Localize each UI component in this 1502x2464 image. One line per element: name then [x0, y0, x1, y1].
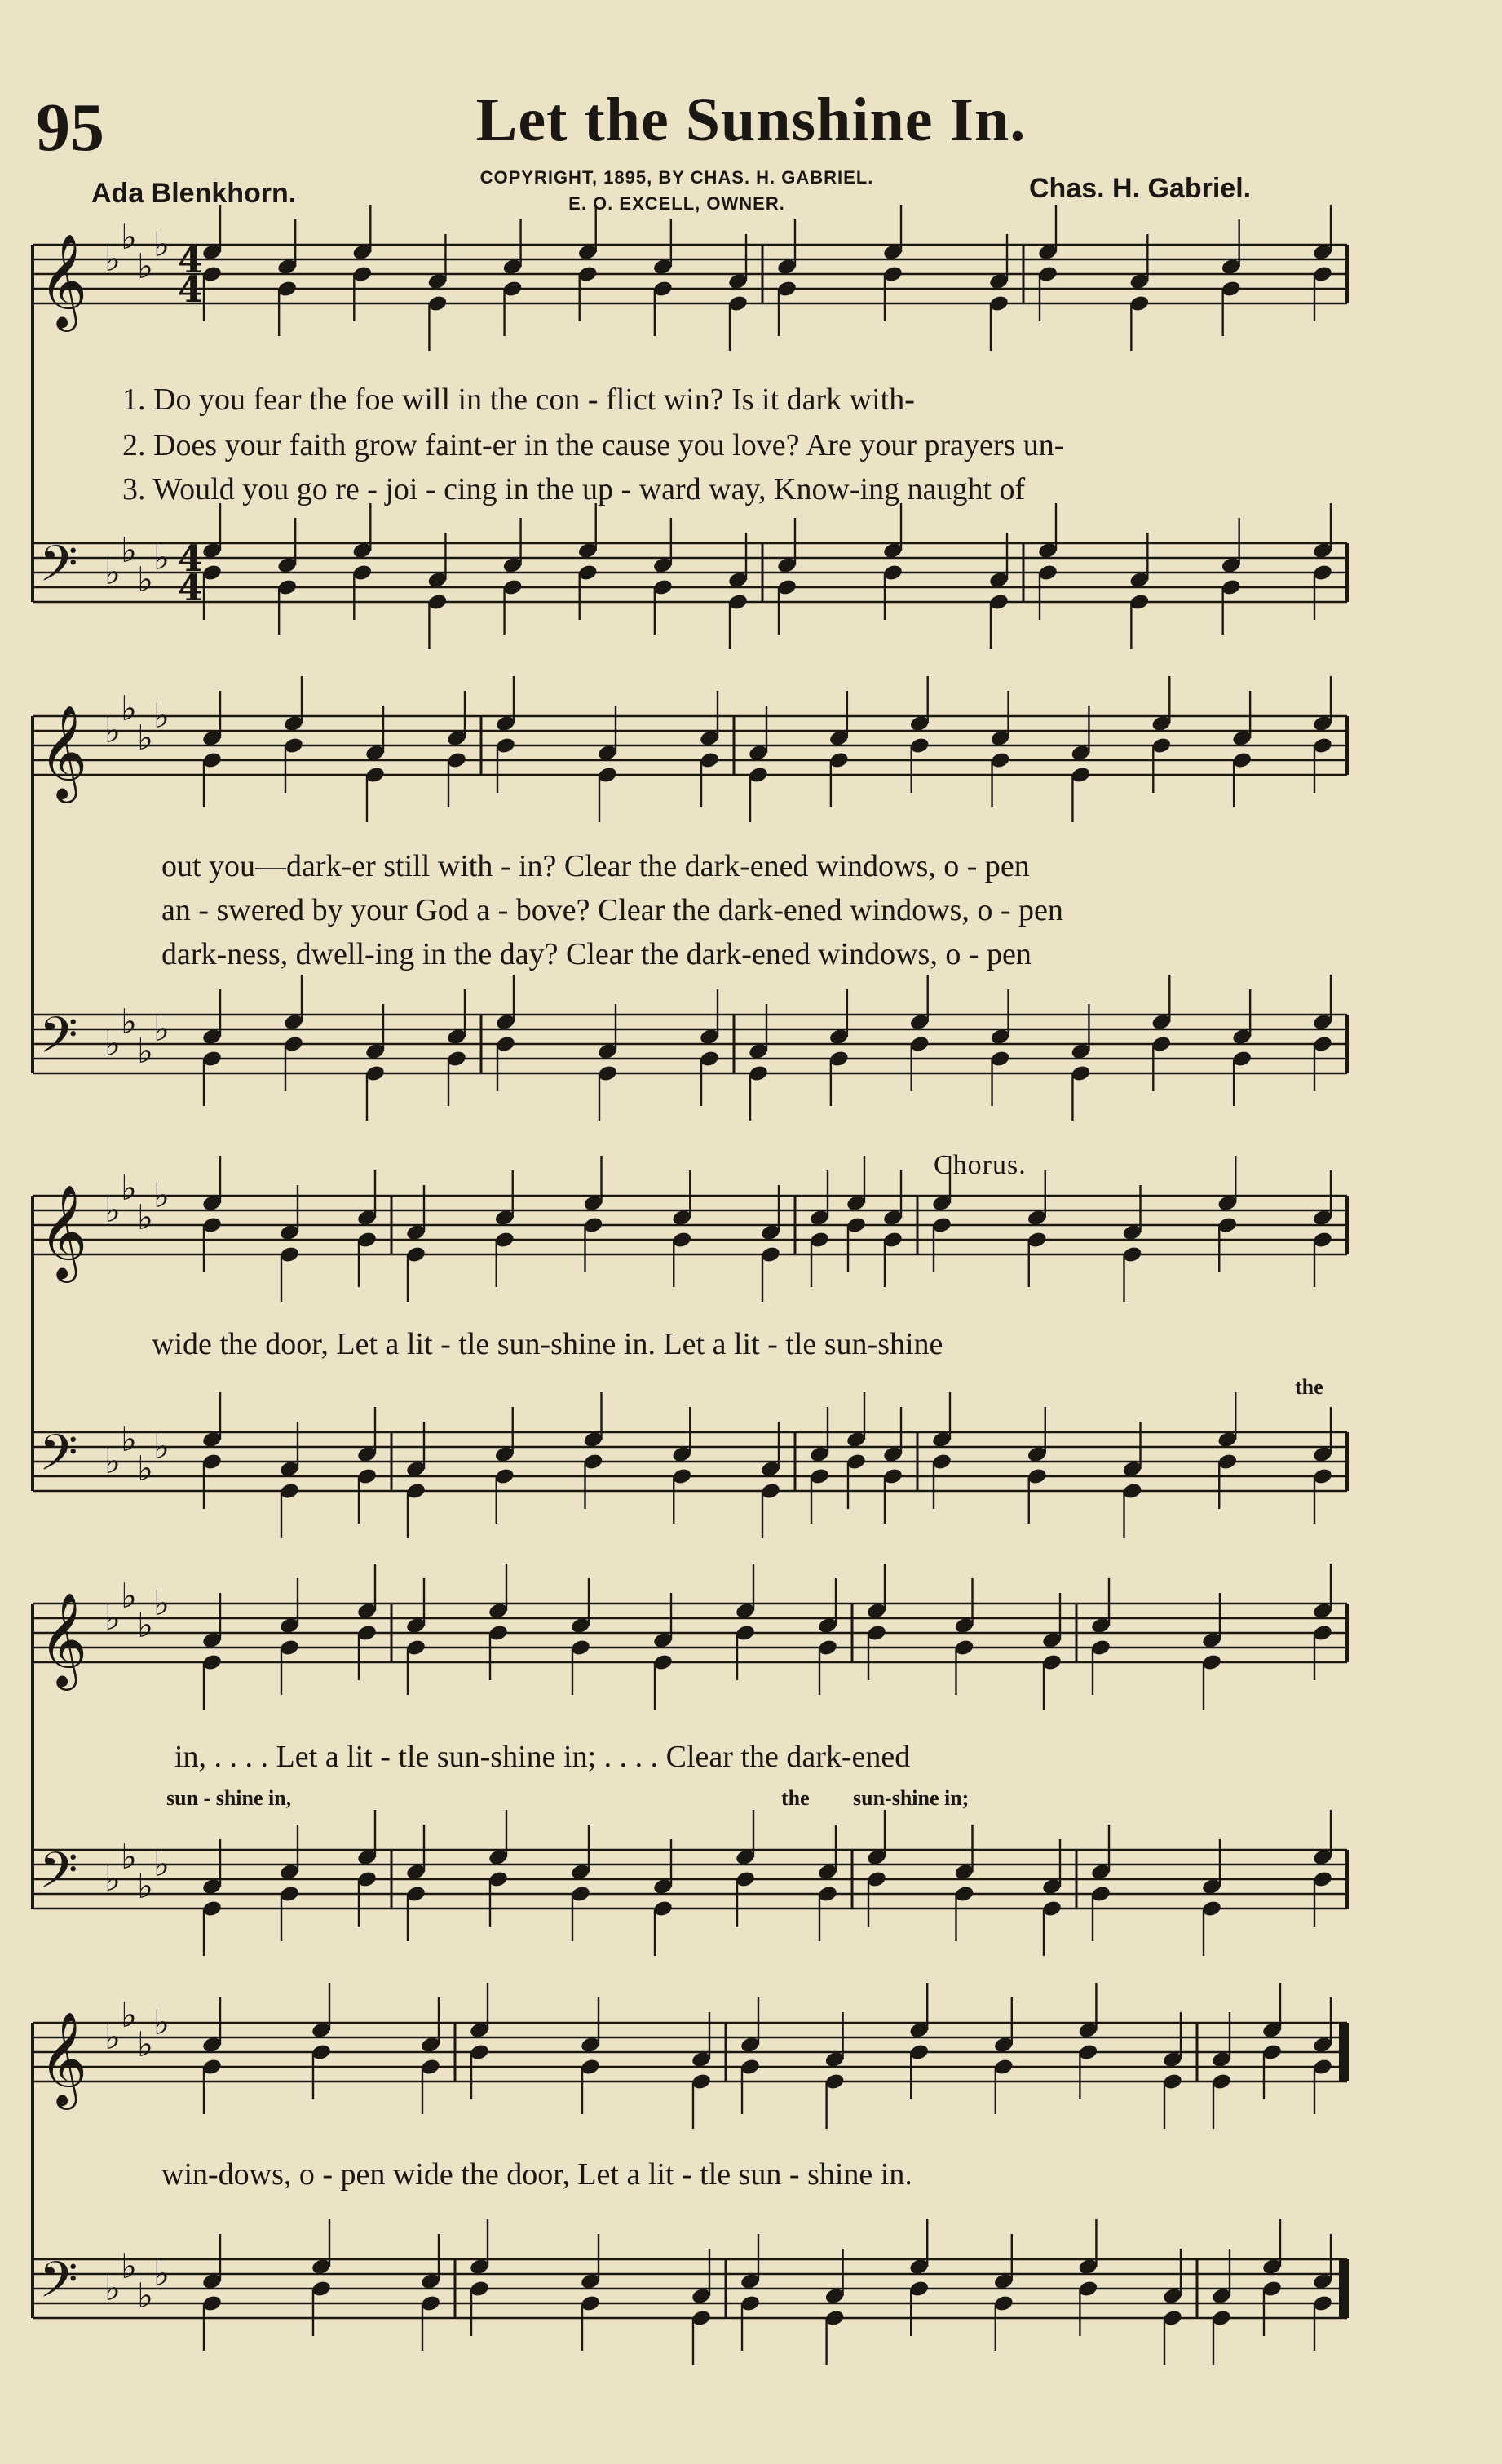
time-signature: 4 [178, 568, 203, 609]
flat-sign: ♭ [104, 1024, 121, 1064]
flat-sign: ♭ [104, 2017, 121, 2057]
author-credit: Ada Blenkhorn. [91, 178, 297, 209]
flat-sign: ♭ [153, 1175, 170, 1215]
flat-sign: ♭ [104, 1859, 121, 1899]
flat-sign: ♭ [104, 2268, 121, 2308]
flat-sign: ♭ [137, 1197, 153, 1237]
flat-sign: ♭ [121, 688, 137, 728]
lyric-s4-alto-2: the [781, 1786, 810, 1810]
lyric-s2-verse1: out you—dark-er still with - in? Clear the dark-ened windows, o - pen [161, 849, 1030, 883]
flat-sign: ♭ [137, 246, 153, 286]
flat-sign: ♭ [104, 552, 121, 592]
bass-clef: 𝄢 [39, 1006, 78, 1077]
flat-sign: ♭ [153, 1583, 170, 1623]
hymn-number: 95 [36, 90, 104, 166]
bass-clef: 𝄢 [39, 1842, 78, 1912]
flat-sign: ♭ [137, 1031, 153, 1071]
final-bar-line [1339, 2259, 1347, 2318]
flat-sign: ♭ [137, 1449, 153, 1489]
bass-clef: 𝄢 [39, 1424, 78, 1494]
treble-clef: 𝄞 [39, 2011, 88, 2106]
treble-clef: 𝄞 [39, 1591, 88, 1687]
lyric-s1-verse3: 3. Would you go re - joi - cing in the up - ward way, Know-ing naught of [122, 472, 1026, 507]
flat-sign: ♭ [153, 1009, 170, 1049]
flat-sign: ♭ [137, 2024, 153, 2064]
copyright-line-1: COPYRIGHT, 1895, BY CHAS. H. GABRIEL. [479, 167, 874, 188]
flat-sign: ♭ [121, 217, 137, 257]
lyric-s2-verse2: an - swered by your God a - bove? Clear the dark-ened windows, o - pen [161, 893, 1063, 927]
lyric-s4: in, . . . . Let a lit - tle sun-shine in; . . . . Clear the dark-ened [174, 1740, 911, 1774]
lyric-s4-alto-3: sun-shine in; [853, 1786, 970, 1810]
flat-sign: ♭ [121, 1419, 137, 1459]
bass-clef: 𝄢 [39, 2251, 78, 2321]
flat-sign: ♭ [121, 1576, 137, 1616]
lyric-s3-alto: the [1295, 1375, 1323, 1399]
flat-sign: ♭ [121, 2246, 137, 2286]
time-signature: 4 [178, 538, 203, 580]
flat-sign: ♭ [153, 2254, 170, 2294]
flat-sign: ♭ [104, 1598, 121, 1638]
flat-sign: ♭ [121, 1995, 137, 2035]
flat-sign: ♭ [153, 2002, 170, 2042]
lyric-s1-verse1: 1. Do you fear the foe will in the con - flict win? Is it dark with- [122, 383, 915, 417]
flat-sign: ♭ [121, 1002, 137, 1042]
flat-sign: ♭ [137, 1605, 153, 1645]
flat-sign: ♭ [104, 710, 121, 750]
chorus-label: Chorus. [934, 1150, 1027, 1180]
lyric-s4-alto-1: sun - shine in, [166, 1786, 292, 1810]
flat-sign: ♭ [153, 1427, 170, 1466]
treble-clef: 𝄞 [39, 704, 88, 799]
hymn-title: Let the Sunshine In. [475, 86, 1027, 154]
flat-sign: ♭ [153, 224, 170, 264]
flat-sign: ♭ [137, 2276, 153, 2316]
treble-clef: 𝄞 [39, 1183, 88, 1279]
flat-sign: ♭ [137, 560, 153, 599]
time-signature: 4 [178, 269, 203, 311]
lyric-s5: win-dows, o - pen wide the door, Let a lit - tle sun - shine in. [161, 2157, 912, 2192]
flat-sign: ♭ [153, 1844, 170, 1884]
flat-sign: ♭ [137, 1866, 153, 1906]
flat-sign: ♭ [121, 1168, 137, 1208]
final-bar-line [1339, 2023, 1347, 2081]
lyric-s3: wide the door, Let a lit - tle sun-shine in. Let a lit - tle sun-shine [152, 1327, 943, 1361]
flat-sign: ♭ [121, 530, 137, 570]
flat-sign: ♭ [153, 537, 170, 577]
composer-credit: Chas. H. Gabriel. [1029, 173, 1252, 204]
flat-sign: ♭ [137, 718, 153, 758]
flat-sign: ♭ [104, 1441, 121, 1481]
lyric-s2-verse3: dark-ness, dwell-ing in the day? Clear the dark-ened windows, o - pen [161, 937, 1032, 971]
time-signature: 4 [178, 240, 203, 281]
flat-sign: ♭ [153, 696, 170, 736]
treble-clef: 𝄞 [39, 232, 88, 328]
lyric-s1-verse2: 2. Does your faith grow faint-er in the cause you love? Are your prayers un- [122, 428, 1065, 462]
bass-clef: 𝄢 [39, 535, 78, 605]
flat-sign: ♭ [121, 1837, 137, 1877]
flat-sign: ♭ [104, 1190, 121, 1230]
copyright-line-2: E. O. EXCELL, OWNER. [568, 193, 785, 214]
flat-sign: ♭ [104, 239, 121, 279]
